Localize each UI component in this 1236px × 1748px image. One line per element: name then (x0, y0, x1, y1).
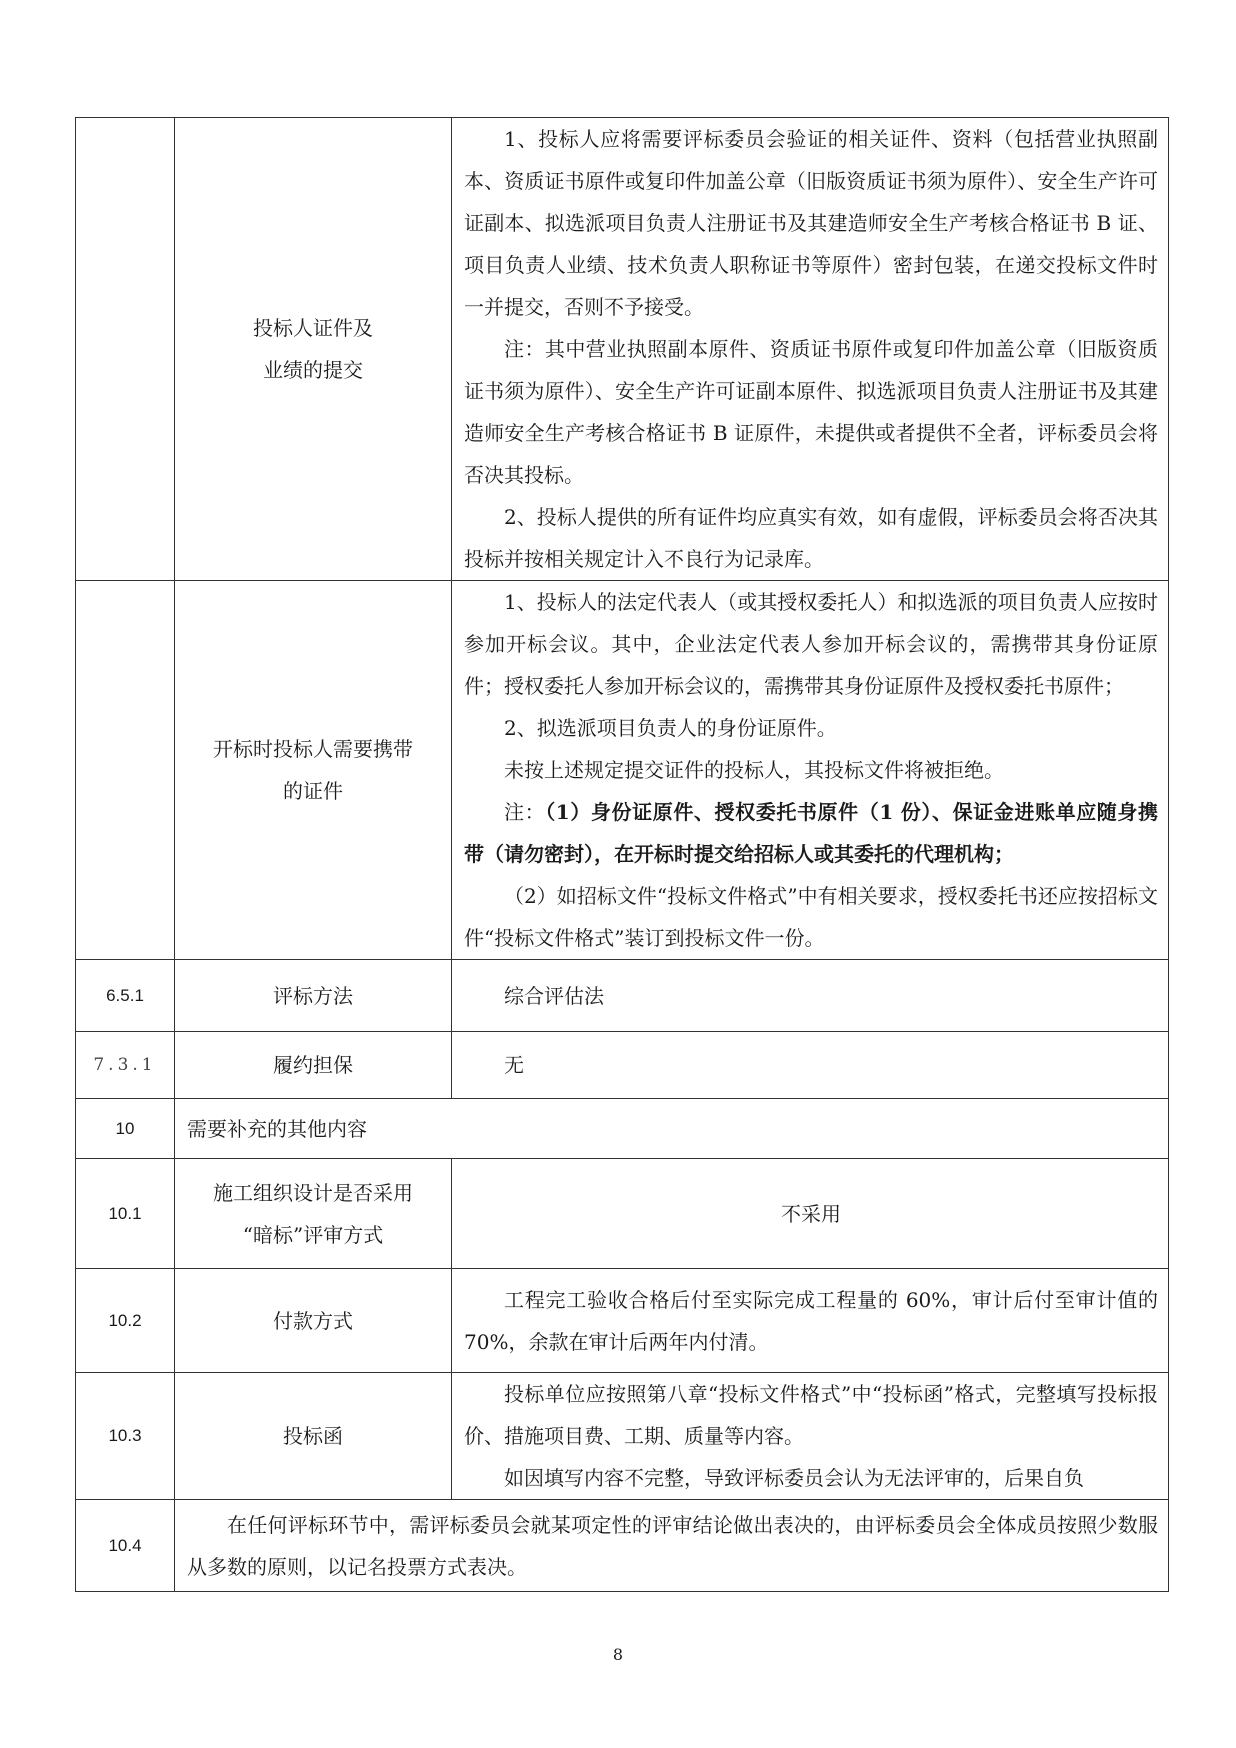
row-wide-cell: 在任何评标环节中，需评标委员会就某项定性的评审结论做出表决的，由评标委员会全体成员按照少数服从多数的原则，以记名投票方式表决。 (175, 1500, 1169, 1592)
row-number-cell: 10.2 (76, 1269, 175, 1373)
row-content-cell (452, 1373, 1169, 1500)
row-label-cell (175, 1159, 452, 1269)
table-row (76, 1159, 1169, 1269)
note-paragraph (464, 791, 1158, 875)
row-label-line: 业绩的提交 (263, 358, 363, 382)
content-paragraph: 无 (504, 1053, 524, 1077)
table-row (76, 960, 1169, 1032)
row-number-cell: 10.4 (76, 1500, 175, 1592)
row-content-cell (452, 118, 1169, 581)
content-paragraph: 综合评估法 (504, 983, 604, 1008)
table-row (76, 118, 1169, 581)
content-paragraph: 未按上述规定提交证件的投标人，其投标文件将被拒绝。 (504, 758, 1004, 782)
note-paragraph: （2）如招标文件“投标文件格式”中有相关要求，授权委托书还应按招标文件“投标文件格式”装订到投标文件一份。 (464, 884, 1158, 950)
content-paragraph: 1、投标人的法定代表人（或其授权委托人）和拟选派的项目负责人应按时参加开标会议。其中，企业法定代表人参加开标会议的，需携带其身份证原件；授权委托人参加开标会议的，需携带其身份证原件及授权委托书原件； (464, 590, 1158, 698)
bidding-data-table (75, 117, 1169, 1592)
row-number-cell: 10 (76, 1099, 175, 1159)
note-bold-text: （1）身份证原件、授权委托书原件（1 份）、保证金进账单应随身携带（请勿密封），在开标时提交给招标人或其委托的代理机构； (464, 800, 1159, 866)
table-row (76, 1373, 1169, 1500)
table-row (76, 1500, 1169, 1592)
row-number-cell: 10.1 (76, 1159, 175, 1269)
page-number: 8 (612, 1645, 624, 1664)
row-number-cell: 7.3.1 (76, 1032, 175, 1099)
row-content-cell (452, 960, 1169, 1032)
content-paragraph: 工程完工验收合格后付至实际完成工程量的 60%，审计后付至审计值的 70%，余款在审计后两年内付清。 (464, 1287, 1158, 1354)
row-content-cell (452, 1269, 1169, 1373)
table-row (76, 581, 1169, 960)
table-row (76, 1032, 1169, 1099)
row-label-cell: 评标方法 (175, 960, 452, 1032)
content-paragraph: 1、投标人应将需要评标委员会验证的相关证件、资料（包括营业执照副本、资质证书原件或复印件加盖公章（旧版资质证书须为原件）、安全生产许可证副本、拟选派项目负责人注册证书及其建造师安全生产考核合格证书 B 证、项目负责人业绩、技术负责人职称证书等原件）密封包装，在递交投标文件时一并提交，否则不予接受。 (464, 127, 1158, 319)
content-paragraph: 投标单位应按照第八章“投标文件格式”中“投标函”格式，完整填写投标报价、措施项目费、工期、质量等内容。 (464, 1382, 1158, 1448)
row-label-cell (175, 118, 452, 581)
row-wide-cell: 需要补充的其他内容 (175, 1099, 1169, 1159)
row-label-line: “暗标”评审方式 (242, 1222, 384, 1247)
row-number-cell (76, 581, 175, 960)
row-label-cell (175, 581, 452, 960)
row-number-cell: 6.5.1 (76, 960, 175, 1032)
row-label-line: 开标时投标人需要携带 (213, 737, 413, 761)
table-row (76, 1099, 1169, 1159)
row-content-cell (452, 581, 1169, 960)
content-paragraph: 2、投标人提供的所有证件均应真实有效，如有虚假，评标委员会将否决其投标并按相关规定计入不良行为记录库。 (464, 505, 1158, 571)
row-content-cell (452, 1159, 1169, 1269)
row-label-line: 的证件 (283, 779, 343, 803)
row-label-cell: 投标函 (175, 1373, 452, 1500)
row-label-cell: 付款方式 (175, 1269, 452, 1373)
content-paragraph: 如因填写内容不完整，导致评标委员会认为无法评审的，后果自负 (504, 1466, 1084, 1490)
row-label-cell: 履约担保 (175, 1032, 452, 1099)
content-paragraph: 注：其中营业执照副本原件、资质证书原件或复印件加盖公章（旧版资质证书须为原件）、安全生产许可证副本原件、拟选派项目负责人注册证书及其建造师安全生产考核合格证书 B 证原件，未提供或者提供不全者，评标委员会将否决其投标。 (464, 337, 1158, 487)
row-content-cell (452, 1032, 1169, 1099)
row-number-cell: 10.3 (76, 1373, 175, 1500)
content-paragraph: 不采用 (781, 1201, 841, 1226)
table-row (76, 1269, 1169, 1373)
row-label-line: 施工组织设计是否采用 (213, 1180, 413, 1205)
content-paragraph: 2、拟选派项目负责人的身份证原件。 (504, 716, 837, 740)
note-prefix: 注： (504, 800, 546, 824)
row-label-line: 投标人证件及 (253, 316, 373, 340)
row-number-cell (76, 118, 175, 581)
